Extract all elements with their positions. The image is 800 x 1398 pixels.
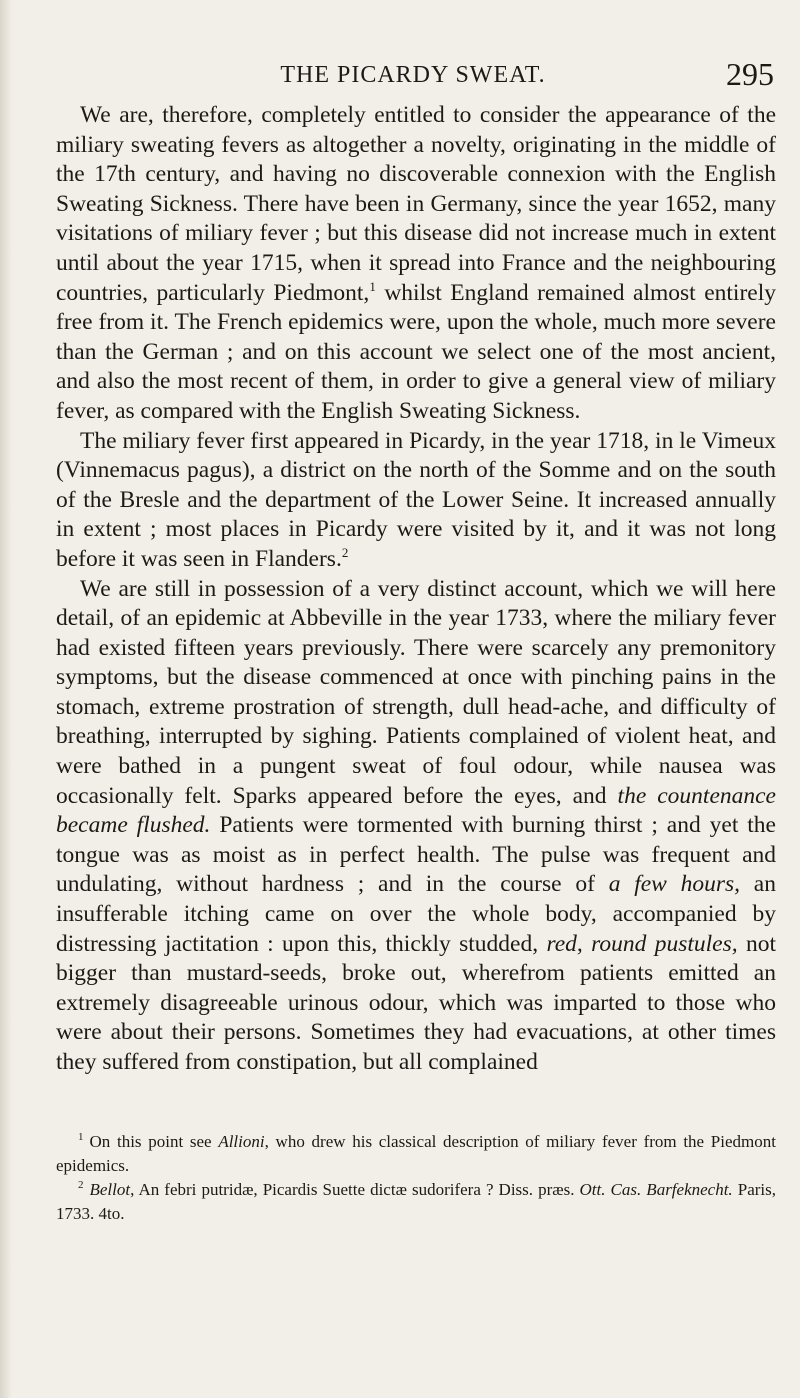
paragraph-3 — [56, 575, 776, 1078]
paragraph-3-italic-a: the countenance became flushed. — [56, 782, 776, 839]
paragraph-3-italic-c: red, round pustules, — [546, 930, 738, 957]
paragraph-1-text-b: whilst England remained almost entirely free from it. The French epidemics were, upon the whole, much more severe than the German ; and on this account we select one of the most ancient, and also the most recent of them, in order to give a general view of miliary fever, as compared with the English Sweating Sickness. — [56, 279, 776, 424]
body-text — [56, 101, 776, 1078]
footnote-2-text-b: Paris, 1733. 4to. — [56, 1180, 776, 1223]
footnote-1-mark: 1 — [78, 1131, 84, 1144]
footnote-1-author: Allioni — [218, 1132, 265, 1151]
footnote-2-mark: 2 — [78, 1179, 84, 1192]
page-gutter-shadow — [0, 0, 12, 1398]
running-title: THE PICARDY SWEAT. — [280, 62, 546, 88]
footnote-2-author: Bellot — [89, 1180, 131, 1199]
page-header — [52, 56, 774, 96]
footnote-2 — [56, 1178, 776, 1226]
paragraph-3-text-d: not bigger than mustard-seeds, broke out, wherefrom patients emitted an extremely disagreeable urinous odour, which was imparted to those who were about their persons. Sometimes they had evacuations, at other times they suffered from constipation, but all complained — [56, 930, 777, 1075]
paragraph-3-italic-b: a few hours, — [608, 871, 741, 898]
footnote-2-text-a: , An febri putridæ, Picardis Suette dictæ sudorifera ? Diss. præs. — [130, 1180, 580, 1199]
paragraph-1-text-a: We are, therefore, completely entitled to consider the appearance of the miliary sweating fevers as altogether a novelty, originating in the middle of the 17th century, and having no discoverable connexion with the English Sweating Sickness. There have been in Germany, since the year 1652, many visitations of miliary fever ; but this disease did not increase much in extent until about the year 1715, when it spread into France and the neighbouring countries, particularly Piedmont, — [56, 102, 776, 306]
footnotes — [56, 1130, 776, 1226]
paragraph-3-text-a: We are still in possession of a very distinct account, which we will here detail, of an epidemic at Abbeville in the year 1733, where the miliary fever had existed fifteen years previously. There were scarcely any premonitory symptoms, but the disease commenced at once with pinching pains in the stomach, extreme prostration of strength, dull head-ache, and difficulty of breathing, interrupted by sighing. Patients complained of violent heat, and were bathed in a pungent sweat of foul odour, while nausea was occasionally felt. Sparks appeared before the eyes, and — [56, 575, 776, 809]
footnote-1-text-a: On this point see — [89, 1132, 219, 1151]
page-number: 295 — [726, 56, 774, 92]
footnote-ref-1: 1 — [369, 278, 376, 294]
footnote-1 — [56, 1130, 776, 1178]
footnote-ref-2: 2 — [341, 545, 349, 561]
footnote-2-praeses: Ott. Cas. Barfeknecht. — [579, 1180, 733, 1199]
paragraph-3-text-c: an insufferable itching came on over the whole body, accompanied by distressing jactitation : upon this, thickly studded, — [56, 871, 776, 957]
footnote-1-text-b: , who drew his classical description of miliary fever from the Piedmont epidemics. — [56, 1132, 776, 1175]
paragraph-2 — [56, 427, 776, 575]
paragraph-2-text: The miliary fever first appeared in Picardy, in the year 1718, in le Vimeux (Vinnemacus pagus), a district on the north of the Somme and on the south of the Bresle and the department of the Lower Seine. It increased annually in extent ; most places in Picardy were visited by it, and it was not long before it was seen in Flanders. — [56, 427, 776, 572]
paragraph-1 — [56, 101, 776, 427]
paragraph-3-text-b: Patients were tormented with burning thirst ; and yet the tongue was as moist as in perfect health. The pulse was frequent and undulating, without hardness ; and in the course of — [56, 812, 776, 898]
